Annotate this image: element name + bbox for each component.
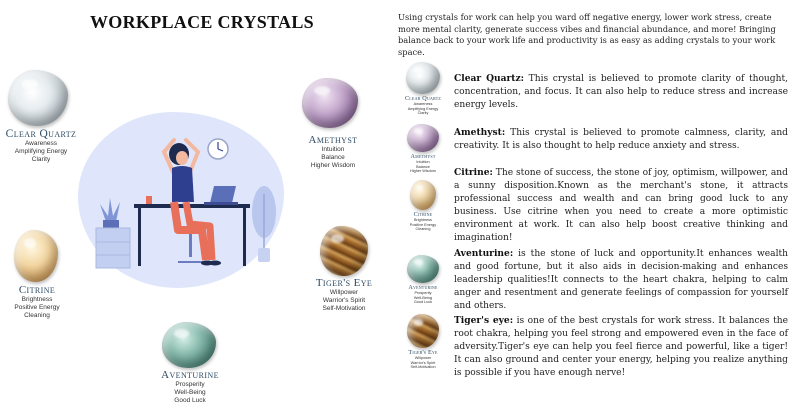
- cabinet-icon: [96, 228, 130, 268]
- infographic-title: WORKPLACE CRYSTALS: [90, 12, 314, 32]
- thumb-citrine: Citrine Brightness Positive Energy Cleaning: [398, 180, 448, 232]
- clear-quartz-stone: [8, 70, 68, 126]
- tigers-eye-thumb-stone: [407, 314, 439, 348]
- tigers-eye-caption: Tiger's Eye Willpower Warrior's Spirit Self-Motivation: [315, 277, 373, 312]
- aventurine-stone: [162, 322, 216, 368]
- infographic: [0, 0, 390, 408]
- citrine-stone: [14, 230, 58, 282]
- laptop-icon: [204, 186, 238, 205]
- clear-quartz-caption: Clear Quartz Awareness Amplifying Energy Clarity: [5, 128, 77, 163]
- potted-plant-icon: [100, 198, 120, 228]
- plant-icon: [252, 186, 276, 262]
- citrine-thumb-stone: [410, 180, 436, 210]
- amethyst-caption: Amethyst Intuition Balance Higher Wisdom: [308, 134, 358, 169]
- thumb-tigers-eye: Tiger's Eye Willpower Warrior's Spirit Self-Motivation: [398, 314, 448, 370]
- aventurine-thumb-stone: [407, 255, 439, 283]
- thumb-amethyst: Amethyst Intuition Balance Higher Wisdom: [398, 124, 448, 174]
- mug-icon: [146, 196, 152, 204]
- clock-icon: [208, 139, 228, 159]
- thumb-clear-quartz: Clear Quartz Awareness Amplifying Energy Clarity: [398, 62, 448, 116]
- amethyst-description: Amethyst: This crystal is believed to promote calmness, clarity, and creativity. It is also thought to help reduce anxiety and stress.: [454, 127, 788, 151]
- aventurine-caption: Aventurine Prosperity Well-Being Good Luck: [161, 369, 219, 404]
- clear-quartz-thumb-stone: [406, 62, 440, 94]
- tigers-eye-stone: [320, 226, 368, 276]
- amethyst-stone: [302, 78, 358, 128]
- tigers-eye-description: Tiger's eye: is one of the best crystals for work stress. It balances the root chakra, helping you feel strong and empowered even in the face of adversity.Tiger's eye can help you feel fierce and powerful, like a tiger! It can also ground and center your energy, helping you realize anything is possible if you have enough nerve!: [454, 315, 788, 378]
- office-illustration: [78, 112, 284, 288]
- citrine-description: Citrine: The stone of success, the stone of joy, optimism, willpower, and a sunny disposition.Known as the merchant's stone, it attracts professional success and wealth and can bring good luck to any business. Use citrine when you need to create a more optimistic environment at work. It can also help boost creative thinking and imagination!: [454, 167, 788, 243]
- amethyst-thumb-stone: [407, 124, 439, 152]
- aventurine-description: Aventurine: is the stone of luck and opportunity.It enhances wealth and good fortune, but it also aids in decision-making and enhances leadership qualities!It connects to the heart chakra, helping to calm anger and resentment and generate feelings of compassion for yourself and others.: [454, 248, 788, 311]
- intro-paragraph: Using crystals for work can help you ward off negative energy, lower work stress, create more mental clarity, generate success vibes and financial abundance, and more! Bringing balance back to your work life and productivity is as easy as adding crystals to your work space.: [398, 12, 776, 57]
- thumb-aventurine: Aventurine Prosperity Well-Being Good Luck: [398, 255, 448, 305]
- clear-quartz-description: Clear Quartz: This crystal is believed to promote clarity of thought, concentration, and focus. It can also help to reduce stress and increase energy levels.: [454, 73, 789, 110]
- woman-at-desk-illustration: [78, 112, 284, 288]
- citrine-caption: Citrine Brightness Positive Energy Cleaning: [14, 284, 60, 319]
